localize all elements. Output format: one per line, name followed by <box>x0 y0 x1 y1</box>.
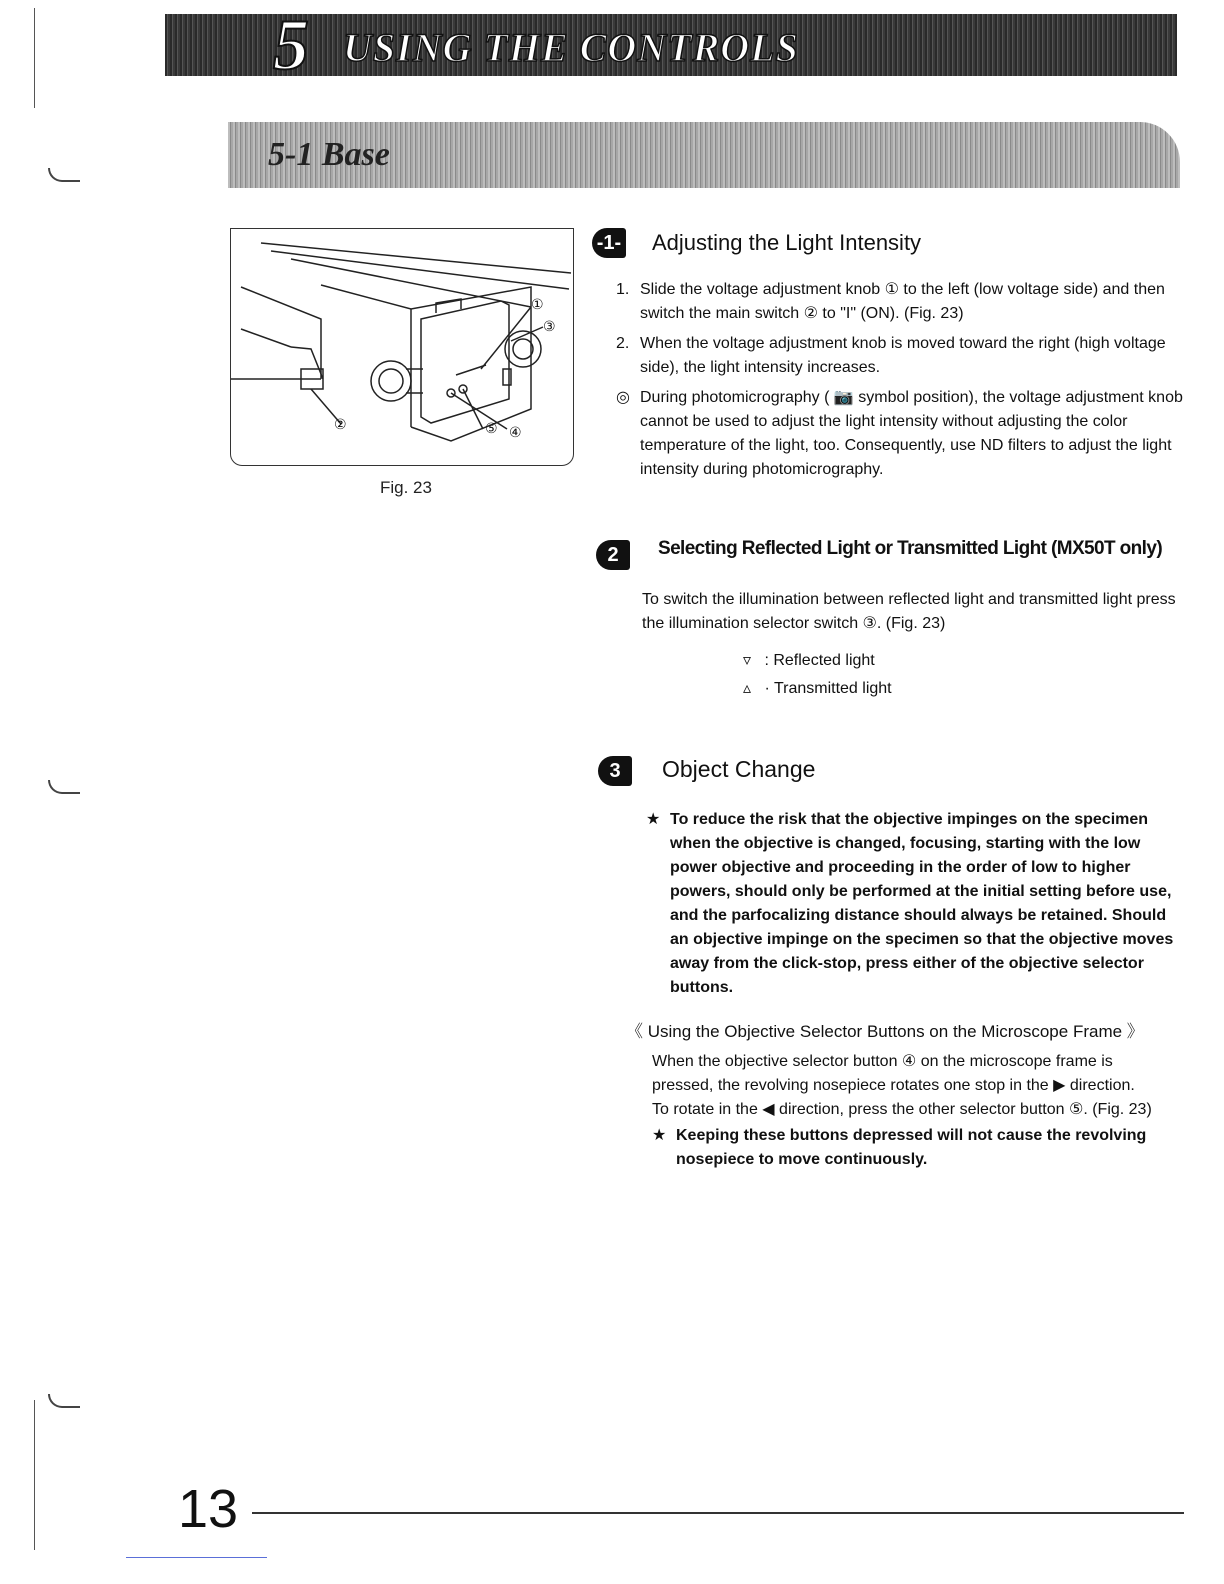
list-number: 2. <box>616 335 630 352</box>
note-text: Keeping these buttons depressed will not cause the revolving nosepiece to move continuously. <box>676 1127 1147 1168</box>
step-2-badge: 2 <box>596 540 630 570</box>
list-item-note <box>616 386 1184 482</box>
step-3-badge: 3 <box>598 756 632 786</box>
legend-label: : Reflected light <box>764 652 875 669</box>
microscope-base-drawing <box>231 229 573 465</box>
scan-artifact <box>48 1394 80 1408</box>
note-text: During photomicrography ( 📷 symbol position), the voltage adjustment knob cannot be used to adjust the light intensity without adjusting the color temperature of the light, too. Consequently, use ND filters to adjust the light intensity during photomicrography. <box>640 389 1183 478</box>
reflected-light-icon: ▿ <box>742 652 752 669</box>
note-item <box>652 1124 1184 1172</box>
legend-transmitted <box>734 678 892 698</box>
chapter-banner <box>165 5 1177 85</box>
page-number: 13 <box>178 1479 239 1539</box>
section-title: 5-1 Base <box>268 136 390 173</box>
body-line: When the objective selector button ④ on the microscope frame is <box>652 1053 1113 1070</box>
step-3-heading: Object Change <box>662 756 816 782</box>
chapter-title: USING THE CONTROLS <box>343 25 799 70</box>
chapter-number: 5 <box>273 5 309 85</box>
list-item-text: When the voltage adjustment knob is moved toward the right (high voltage side), the light intensity increases. <box>640 335 1166 376</box>
figure-caption: Fig. 23 <box>380 478 432 497</box>
scan-artifact <box>34 1400 35 1550</box>
step-3-note <box>646 808 1184 1006</box>
body-line: pressed, the revolving nosepiece rotates one stop in the ▶ direction. <box>652 1077 1135 1094</box>
list-item <box>616 332 1184 380</box>
step-1-heading: Adjusting the Light Intensity <box>652 230 922 255</box>
footer-underline <box>126 1557 267 1558</box>
step-2-heading: Selecting Reflected Light or Transmitted Light (MX50T only) <box>658 538 1163 559</box>
figure-callout-4: ④ <box>509 425 522 441</box>
figure-callout-1: ① <box>531 297 544 313</box>
transmitted-light-icon: ▵ <box>742 680 752 697</box>
scan-artifact <box>48 780 80 794</box>
figure-23-illustration <box>230 228 574 466</box>
scan-artifact <box>48 168 80 182</box>
step-1-badge: -1- <box>592 228 626 258</box>
step-3-subheading: 《 Using the Objective Selector Buttons on the Microscope Frame 》 <box>626 1022 1144 1041</box>
list-item-text: Slide the voltage adjustment knob ① to the left (low voltage side) and then switch the main switch ② to "I" (ON). (Fig. 23) <box>640 281 1165 322</box>
section-banner <box>228 122 1180 188</box>
figure-callout-3: ③ <box>543 319 556 335</box>
star-icon: ★ <box>652 1127 667 1144</box>
body-line: To rotate in the ◀ direction, press the other selector button ⑤. (Fig. 23) <box>652 1101 1152 1118</box>
star-icon: ★ <box>646 811 661 828</box>
note-marker: ◎ <box>616 389 630 406</box>
list-item <box>616 278 1184 326</box>
list-number: 1. <box>616 281 630 298</box>
note-item <box>646 808 1184 1000</box>
figure-callout-5: ⑤ <box>485 421 498 437</box>
footer-rule <box>252 1512 1184 1514</box>
step-3-note-2 <box>652 1124 1184 1178</box>
figure-callout-2: ② <box>334 417 347 433</box>
step-1-list <box>616 278 1184 488</box>
scan-artifact <box>34 8 35 108</box>
legend-reflected <box>734 650 875 670</box>
step-3-body <box>652 1050 1186 1122</box>
note-text: To reduce the risk that the objective impinges on the specimen when the objective is changed, focusing, starting with the low power objective and proceeding in the order of low to higher powers, should only be performed at the initial setting before use, and the parfocalizing distance should always be retained. Should an objective impinge on the specimen so that the objective moves away from the click-stop, press either of the objective selector buttons. <box>670 811 1174 996</box>
step-2-text: To switch the illumination between reflected light and transmitted light press the illumination selector switch ③. (Fig. 23) <box>642 591 1176 632</box>
legend-label: · Transmitted light <box>764 680 892 697</box>
